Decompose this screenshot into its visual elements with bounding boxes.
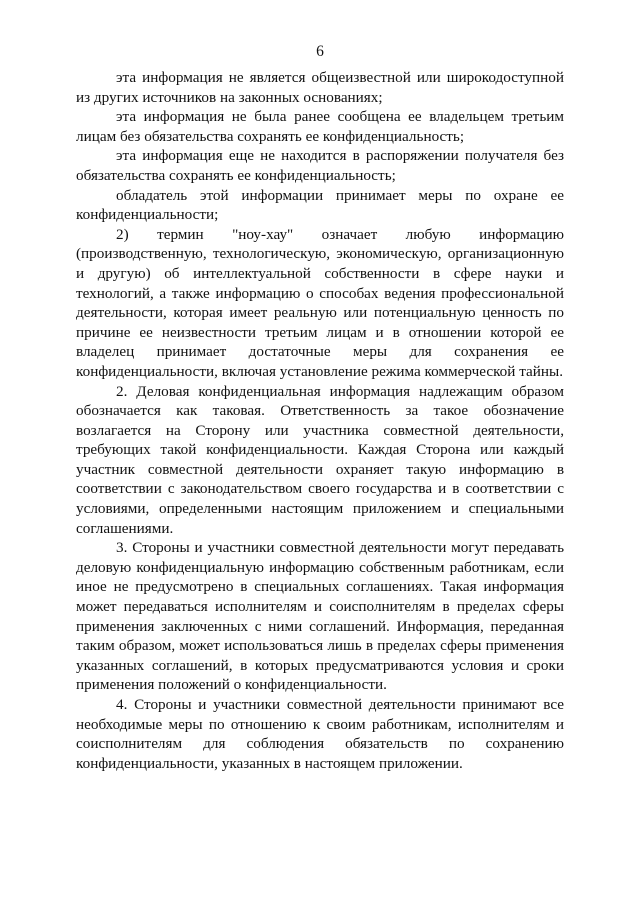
paragraph-owner-protects: обладатель этой информации принимает меры по охране ее конфиденциальности; xyxy=(76,186,564,224)
page-number: 6 xyxy=(316,43,324,60)
paragraph-section-2: 2. Деловая конфиденциальная информация надлежащим образом обозначается как таковая. Ответственность за такое обозначение возлагается на Сторону или участника совместной деятельности, требующих такой конфиденциальности. Каждая Сторона или каждый участник совместной деятельности охраняет такую информацию в соответствии с законодательством своего государства и в соответствии с условиями, определенными настоящим приложением и специальными соглашениями. xyxy=(76,382,564,537)
paragraph-not-disclosed: эта информация не была ранее сообщена ее владельцем третьим лицам без обязательства сохранять ее конфиденциальность; xyxy=(76,108,564,145)
paragraph-not-public: эта информация не является общеизвестной или широкодоступной из других источников на законных основаниях; xyxy=(76,69,564,106)
paragraph-know-how-definition: 2) термин "ноу-хау" означает любую информацию (производственную, технологическую, экономическую, организационную и другую) об интеллектуальной собственности в сфере науки и технологий, а также информацию о способах ведения профессиональной деятельности, которая имеет реальную или потенциальную ценность по причине ее неизвестности третьим лицам и в отношении которой ее владелец принимает достаточные меры для сохранения ее конфиденциальности, включая установление режима коммерческой тайны. xyxy=(76,225,564,380)
document-body xyxy=(76,68,564,773)
paragraph-section-3: 3. Стороны и участники совместной деятельности могут передавать деловую конфиденциальную информацию собственным работникам, если иное не предусмотрено в специальных соглашениях. Такая информация может передаваться исполнителям и соисполнителям в пределах сферы применения заключенных с ними соглашений. Информация, переданная таким образом, может использоваться лишь в пределах сферы применения указанных соглашений, в которых предусматриваются условия и сроки применения положений о конфиденциальности. xyxy=(76,539,564,694)
paragraph-not-possessed: эта информация еще не находится в распоряжении получателя без обязательства сохранять ее конфиденциальность; xyxy=(76,147,564,184)
paragraph-section-4: 4. Стороны и участники совместной деятельности принимают все необходимые меры по отношению к своим работникам, исполнителям и соисполнителям для соблюдения обязательств по сохранению конфиденциальности, указанных в настоящем приложении. xyxy=(76,696,564,772)
